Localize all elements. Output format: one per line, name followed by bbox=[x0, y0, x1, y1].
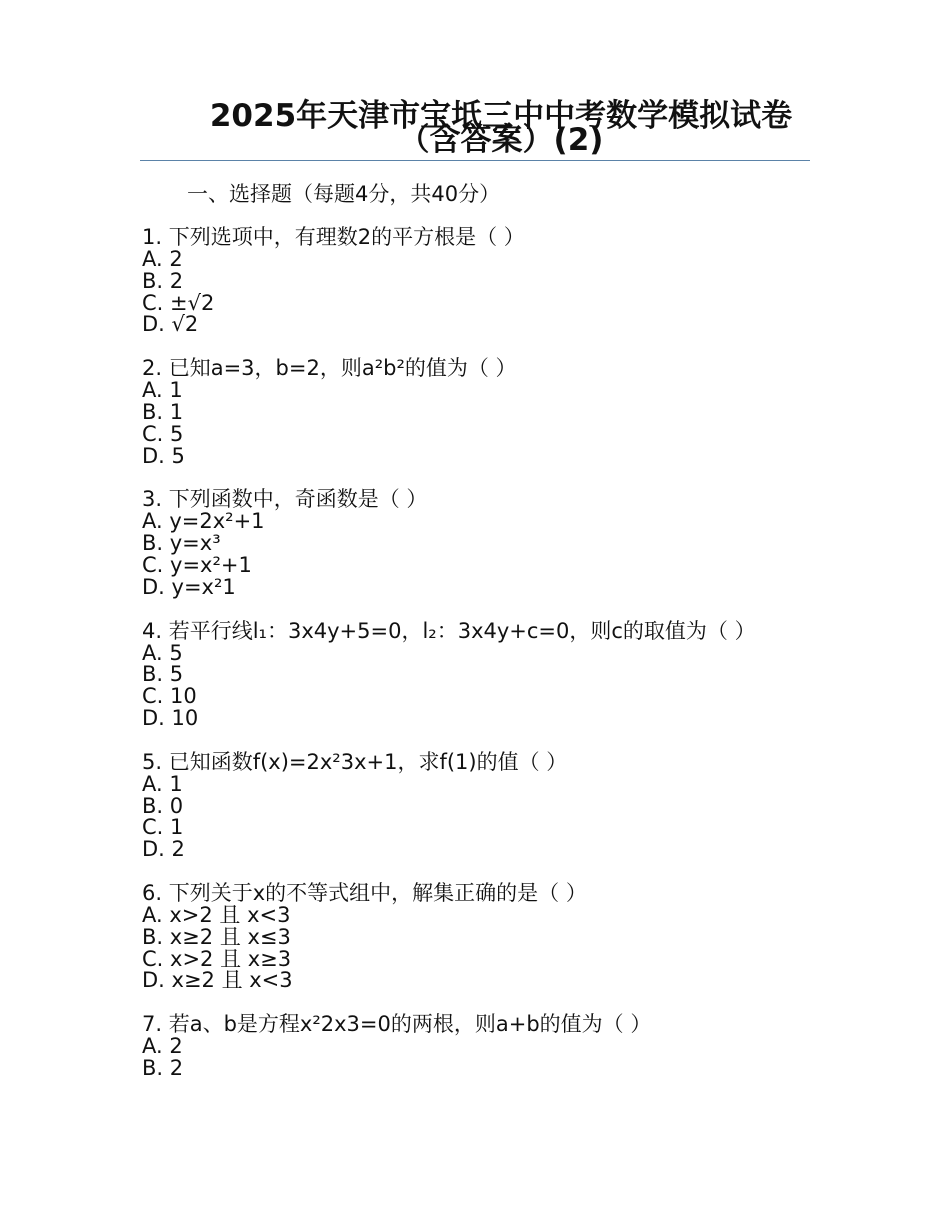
option-a: A. x>2 且 x<3 bbox=[142, 902, 291, 927]
option-a: A. 2 bbox=[142, 1034, 183, 1059]
question-stem: 4. 若平行线l₁：3x4y+5=0，l₂：3x4y+c=0，则c的取值为（ ） bbox=[142, 618, 756, 643]
question-list bbox=[142, 226, 802, 1101]
question-6 bbox=[142, 882, 802, 992]
option-a: A. 2 bbox=[142, 247, 183, 271]
option-a: A. y=2x²+1 bbox=[142, 509, 265, 534]
option-b: B. 2 bbox=[142, 1055, 184, 1080]
question-2 bbox=[142, 357, 802, 467]
question-5 bbox=[142, 751, 802, 861]
question-4 bbox=[142, 620, 802, 730]
question-stem: 6. 下列关于x的不等式组中，解集正确的是（ ） bbox=[142, 880, 587, 905]
option-d: D. 2 bbox=[142, 837, 185, 862]
option-c: C. 5 bbox=[142, 421, 184, 446]
question-stem: 2. 已知a=3，b=2，则a²b²的值为（ ） bbox=[142, 356, 517, 381]
option-c: C. x>2 且 x≥3 bbox=[142, 946, 292, 971]
option-c: C. 1 bbox=[142, 815, 184, 840]
option-d: D. 10 bbox=[142, 705, 199, 730]
question-stem: 7. 若a、b是方程x²2x3=0的两根，则a+b的值为（ ） bbox=[142, 1012, 652, 1037]
question-stem: 5. 已知函数f(x)=2x²3x+1，求f(1)的值（ ） bbox=[142, 749, 568, 774]
option-d: D. x≥2 且 x<3 bbox=[142, 968, 293, 993]
option-b: B. 0 bbox=[142, 793, 184, 818]
option-a: A. 1 bbox=[142, 771, 183, 796]
question-1 bbox=[142, 226, 802, 336]
question-stem: 3. 下列函数中，奇函数是（ ） bbox=[142, 487, 428, 512]
title-divider bbox=[140, 160, 810, 161]
option-c: C. 10 bbox=[142, 684, 197, 709]
option-c: C. y=x²+1 bbox=[142, 552, 252, 577]
option-c: C. ±√2 bbox=[142, 290, 215, 315]
question-stem: 1. 下列选项中，有理数2的平方根是（ ） bbox=[142, 225, 525, 249]
option-d: D. √2 bbox=[142, 312, 199, 337]
option-b: B. 5 bbox=[142, 662, 184, 687]
option-a: A. 5 bbox=[142, 640, 183, 665]
option-d: D. y=x²1 bbox=[142, 574, 236, 599]
question-7 bbox=[142, 1013, 802, 1080]
option-a: A. 1 bbox=[142, 378, 183, 403]
option-b: B. x≥2 且 x≤3 bbox=[142, 924, 291, 949]
option-b: B. y=x³ bbox=[142, 531, 221, 556]
option-b: B. 1 bbox=[142, 399, 184, 424]
title-block bbox=[140, 98, 810, 166]
option-d: D. 5 bbox=[142, 443, 185, 468]
page-title: 2025年天津市宝坻三中中考数学模拟试卷（含答案）(2) bbox=[209, 98, 793, 158]
section-heading: 一、选择题（每题4分，共40分） bbox=[187, 182, 501, 206]
question-3 bbox=[142, 488, 802, 598]
option-b: B. 2 bbox=[142, 268, 184, 293]
